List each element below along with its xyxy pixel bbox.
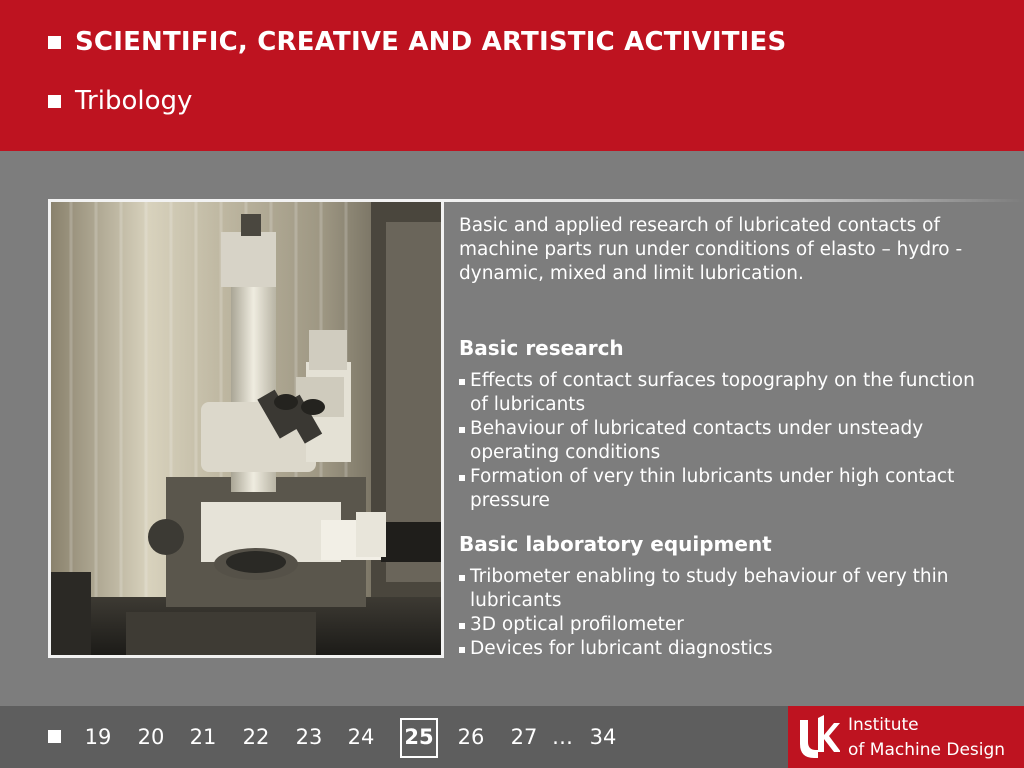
- list-item: Formation of very thin lubricants under high contact pressure: [459, 465, 979, 513]
- equipment-list: [459, 565, 979, 661]
- page-link-21[interactable]: 21: [189, 725, 217, 749]
- page-ellipsis: …: [552, 725, 573, 749]
- page-link-last[interactable]: 34: [589, 725, 617, 749]
- square-bullet-icon: [459, 475, 465, 481]
- square-bullet-icon: [459, 575, 465, 581]
- slide-title: SCIENTIFIC, CREATIVE AND ARTISTIC ACTIVITIES: [75, 27, 787, 57]
- section-heading: Basic laboratory equipment: [459, 532, 772, 556]
- brand-line-2: of Machine Design: [848, 740, 1006, 760]
- page-link-20[interactable]: 20: [137, 725, 165, 749]
- square-bullet-icon: [48, 36, 61, 49]
- page-link-22[interactable]: 22: [242, 725, 270, 749]
- frame-divider: [444, 199, 1024, 202]
- section-heading: Basic research: [459, 336, 624, 360]
- institute-logo-icon: [796, 714, 840, 764]
- square-bullet-icon: [459, 623, 465, 629]
- title-row: [48, 25, 786, 59]
- subtitle-row: [48, 84, 192, 118]
- list-item: Behaviour of lubricated contacts under unsteady operating conditions: [459, 417, 979, 465]
- square-bullet-icon: [459, 379, 465, 385]
- page-link-24[interactable]: 24: [347, 725, 375, 749]
- page-link-27[interactable]: 27: [510, 725, 538, 749]
- institute-brand: [788, 706, 1024, 768]
- square-bullet-icon: [48, 730, 61, 743]
- list-item: Devices for lubricant diagnostics: [459, 637, 979, 661]
- square-bullet-icon: [48, 95, 61, 108]
- list-item: Tribometer enabling to study behaviour of very thin lubricants: [459, 565, 979, 613]
- slide-subtitle: Tribology: [75, 86, 193, 116]
- list-item: 3D optical profilometer: [459, 613, 979, 637]
- research-list: [459, 369, 979, 513]
- content-column: [459, 214, 999, 659]
- list-item: Effects of contact surfaces topography on the function of lubricants: [459, 369, 979, 417]
- page-link-19[interactable]: 19: [84, 725, 112, 749]
- square-bullet-icon: [459, 427, 465, 433]
- slide-header: [0, 0, 1024, 151]
- page-link-23[interactable]: 23: [295, 725, 323, 749]
- tribometer-photo: [48, 199, 444, 658]
- page-link-26[interactable]: 26: [457, 725, 485, 749]
- square-bullet-icon: [459, 647, 465, 653]
- brand-line-1: Institute: [848, 715, 919, 735]
- page-link-current[interactable]: 25: [404, 725, 434, 749]
- intro-text: Basic and applied research of lubricated contacts of machine parts run under conditions of elasto – hydro - dynamic, mixed and limit lubrication.: [459, 215, 963, 284]
